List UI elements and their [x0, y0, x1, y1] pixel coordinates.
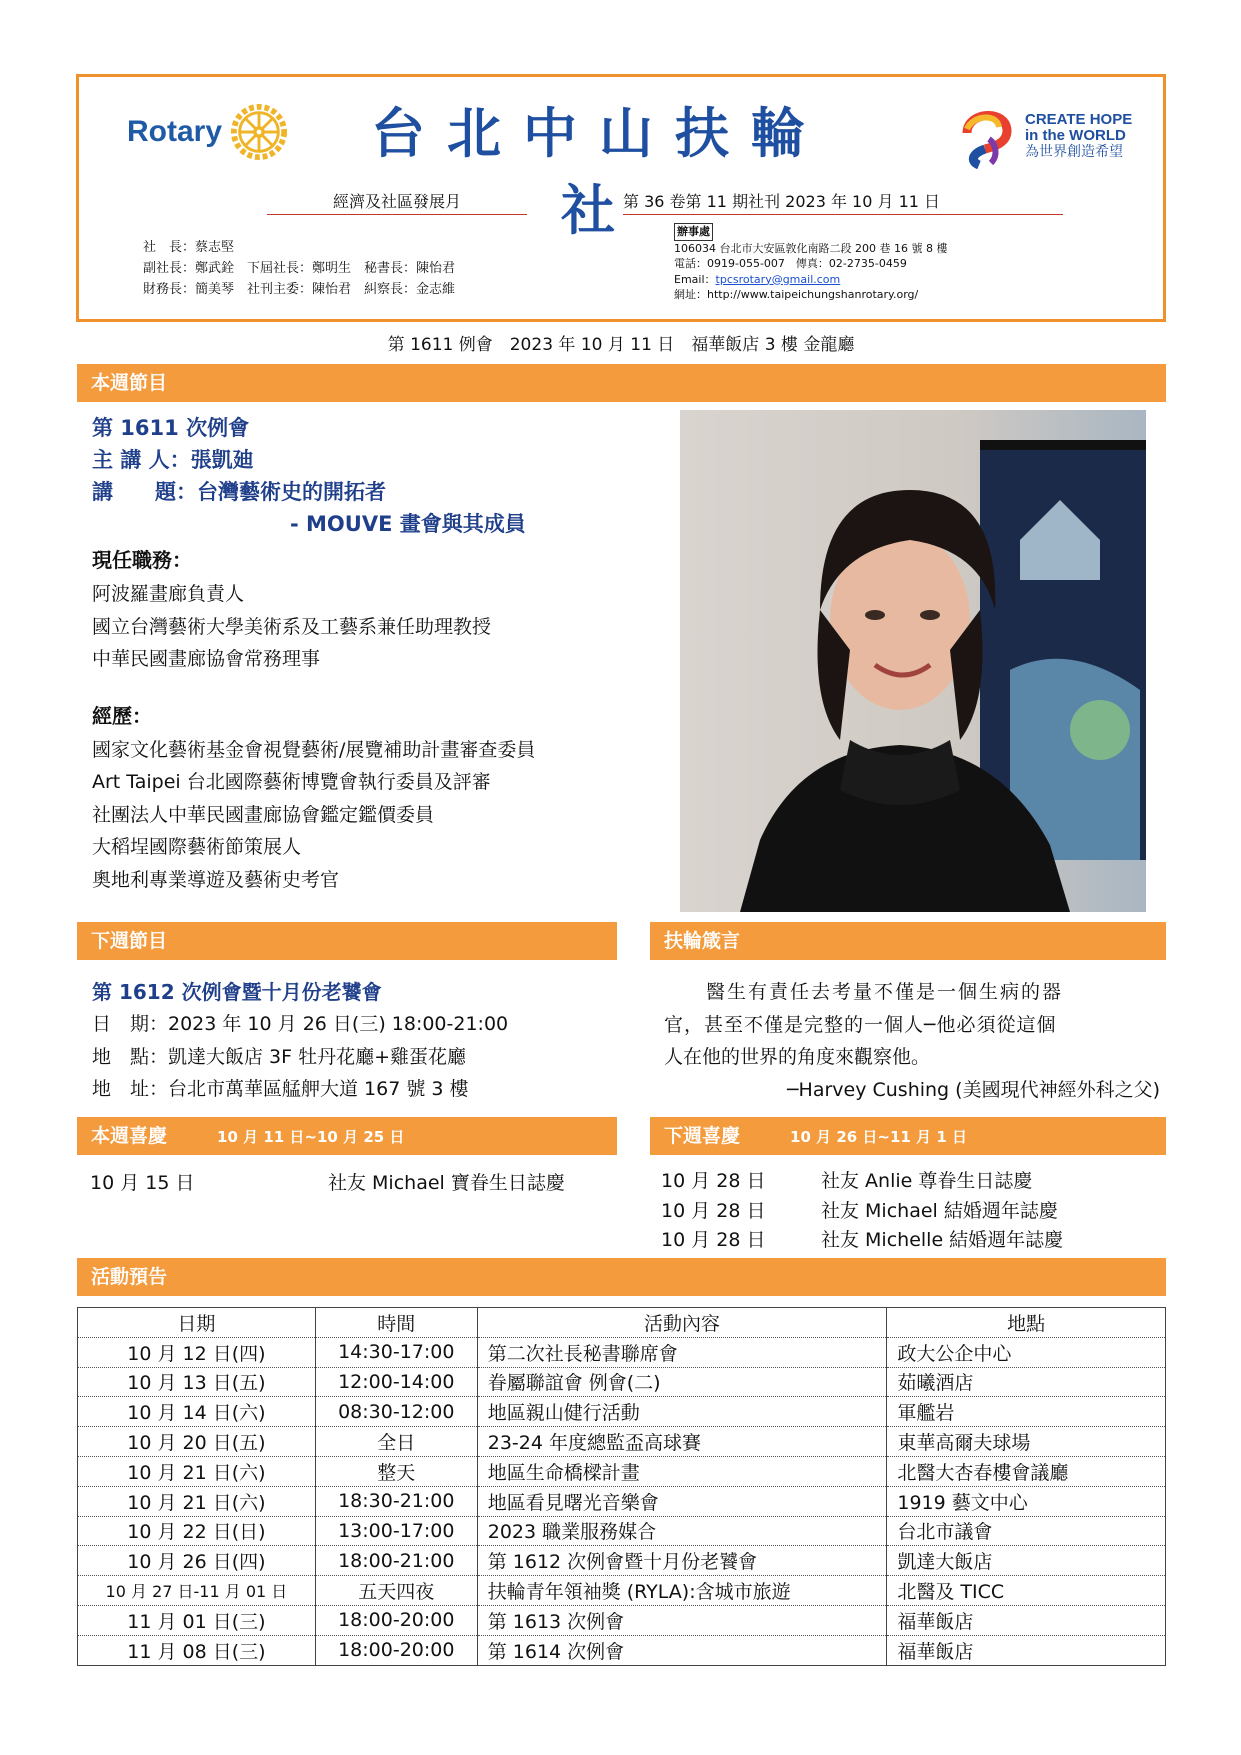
celebration-date: 10 月 28 日	[661, 1229, 766, 1251]
rotary-wheel-icon	[230, 103, 288, 161]
table-row	[78, 1576, 1166, 1606]
event-date: 11 月 01 日(三)	[78, 1605, 316, 1635]
current-position: 阿波羅畫廊負責人	[92, 583, 245, 605]
celebration-text: 社友 Michael 寶眷生日誌慶	[328, 1172, 565, 1194]
event-activity: 地區看見曙光音樂會	[477, 1486, 887, 1516]
event-location: 茹曦酒店	[887, 1367, 1166, 1397]
topic-subtitle: - MOUVE 畫會與其成員	[290, 512, 526, 536]
celebration-item	[661, 1167, 1161, 1197]
celebration-text: 社友 Michael 結婚週年誌慶	[821, 1199, 1058, 1222]
motto-bar-label: 扶輪箴言	[664, 930, 741, 952]
office-website[interactable]: 網址：http://www.taipeichungshanrotary.org/	[674, 288, 919, 301]
this-week-bar	[77, 364, 1166, 402]
event-activity: 眷屬聯誼會 例會(二)	[477, 1367, 887, 1397]
celebrations-next-range: 10 月 26 日~11 月 1 日	[790, 1128, 967, 1146]
event-activity: 地區親山健行活動	[477, 1397, 887, 1427]
celebrations-this-bar	[77, 1117, 617, 1155]
next-week-bar-label: 下週節目	[91, 930, 168, 952]
table-row	[78, 1546, 1166, 1576]
motto-bar	[650, 922, 1166, 960]
event-time: 18:30-21:00	[315, 1486, 477, 1516]
officers-line-2: 副社長：鄭武銓 下屆社長：鄭明生 秘書長：陳怡君	[143, 261, 456, 276]
event-date: 10 月 27 日-11 月 01 日	[78, 1576, 316, 1606]
celebration-item	[661, 1197, 1161, 1227]
motto-line-3: 人在他的世界的角度來觀察他。	[664, 1046, 931, 1068]
this-week-program	[92, 412, 672, 896]
office-info	[674, 223, 947, 303]
celebration-text: 社友 Michelle 結婚週年誌慶	[821, 1229, 1064, 1251]
event-activity: 地區生命橋樑計畫	[477, 1456, 887, 1486]
celebration-date: 10 月 28 日	[661, 1170, 766, 1192]
motto-text	[664, 976, 1164, 1106]
event-location: 凱達大飯店	[887, 1546, 1166, 1576]
experience-item: 社團法人中華民國畫廊協會鑑定鑑價委員	[92, 803, 435, 826]
next-week-bar	[77, 922, 617, 960]
create-hope-line3: 為世界創造希望	[1025, 144, 1123, 160]
table-row	[78, 1635, 1166, 1665]
next-meeting-date: 日 期：2023 年 10 月 26 日(三) 18:00-21:00	[92, 1013, 509, 1035]
event-location: 1919 藝文中心	[887, 1486, 1166, 1516]
celebrations-next-bar-label: 下週喜慶	[664, 1125, 741, 1147]
event-time: 08:30-12:00	[315, 1397, 477, 1427]
table-row	[78, 1486, 1166, 1516]
current-positions-list	[92, 578, 672, 676]
event-location: 福華飯店	[887, 1635, 1166, 1665]
office-phone: 電話：0919-055-007 傳真：02-2735-0459	[674, 257, 907, 270]
current-positions-title: 現任職務：	[92, 548, 192, 572]
office-tag: 辦事處	[674, 223, 713, 241]
motto-line-2: 官，甚至不僅是完整的一個人─他必須從這個	[664, 1013, 1057, 1036]
next-week-program	[92, 977, 632, 1106]
table-row	[78, 1397, 1166, 1427]
issue-info: 第 36 卷第 11 期社刊 2023 年 10 月 11 日	[623, 189, 1063, 215]
experience-item: 奧地利專業導遊及藝術史考官	[92, 868, 340, 891]
event-date: 10 月 22 日(日)	[78, 1516, 316, 1546]
experience-list	[92, 734, 672, 897]
table-row	[78, 1367, 1166, 1397]
club-title: 台北中山扶輪社	[371, 101, 827, 242]
event-time: 18:00-21:00	[315, 1546, 477, 1576]
table-row	[78, 1337, 1166, 1367]
month-theme: 經濟及社區發展月	[267, 189, 527, 215]
create-hope-line1: CREATE HOPE	[1025, 111, 1133, 128]
office-address: 106034 台北市大安區敦化南路二段 200 巷 16 號 8 樓	[674, 241, 948, 255]
event-location: 福華飯店	[887, 1605, 1166, 1635]
celebrations-this-list	[90, 1167, 620, 1200]
current-position: 國立台灣藝術大學美術系及工藝系兼任助理教授	[92, 615, 492, 638]
header-date: 日期	[78, 1308, 316, 1338]
event-activity: 第二次社長秘書聯席會	[477, 1337, 887, 1367]
table-row	[78, 1456, 1166, 1486]
event-location: 東華高爾夫球場	[887, 1427, 1166, 1457]
celebration-text: 社友 Anlie 尊眷生日誌慶	[821, 1170, 1033, 1192]
event-time: 14:30-17:00	[315, 1337, 477, 1367]
event-time: 12:00-14:00	[315, 1367, 477, 1397]
events-header-row	[78, 1308, 1166, 1338]
header-activity: 活動內容	[477, 1308, 887, 1338]
next-meeting-title: 第 1612 次例會暨十月份老饕會	[92, 980, 382, 1004]
experience-item: Art Taipei 台北國際藝術博覽會執行委員及評審	[92, 771, 491, 793]
meeting-number: 第 1611 次例會	[92, 416, 250, 440]
rotary-logo	[127, 103, 288, 161]
officers-line-3: 財務長：簡美琴 社刊主委：陳怡君 糾察長：金志維	[143, 282, 456, 297]
event-date: 10 月 26 日(四)	[78, 1546, 316, 1576]
officers-line-1: 社 長：蔡志堅	[143, 240, 235, 255]
experience-title: 經歷：	[92, 703, 152, 728]
meeting-line: 第 1611 例會 2023 年 10 月 11 日 福華飯店 3 樓 金龍廳	[387, 335, 855, 355]
current-position: 中華民國畫廊協會常務理事	[92, 648, 321, 670]
rotary-wordmark: Rotary	[127, 115, 223, 148]
event-activity: 第 1613 次例會	[477, 1605, 887, 1635]
this-week-bar-label: 本週節目	[91, 372, 168, 394]
speaker-photo	[680, 410, 1146, 912]
event-time: 18:00-20:00	[315, 1605, 477, 1635]
motto-line-1: 醫生有責任去考量不僅是一個生病的器	[706, 981, 1064, 1003]
event-activity: 第 1612 次例會暨十月份老饕會	[477, 1546, 887, 1576]
celebration-item	[90, 1167, 620, 1200]
celebrations-this-range: 10 月 11 日~10 月 25 日	[217, 1128, 405, 1146]
event-activity: 第 1614 次例會	[477, 1635, 887, 1665]
event-date: 10 月 21 日(六)	[78, 1486, 316, 1516]
event-date: 11 月 08 日(三)	[78, 1635, 316, 1665]
event-location: 台北市議會	[887, 1516, 1166, 1546]
event-location: 北醫及 TICC	[887, 1576, 1166, 1606]
table-row	[78, 1605, 1166, 1635]
event-activity: 23-24 年度總監盃高球賽	[477, 1427, 887, 1457]
event-location: 政大公企中心	[887, 1337, 1166, 1367]
create-hope-logo	[959, 103, 1132, 169]
event-activity: 扶輪青年領袖獎 (RYLA):含城市旅遊	[477, 1576, 887, 1606]
table-row	[78, 1427, 1166, 1457]
celebrations-next-list	[661, 1167, 1161, 1256]
celebration-item	[661, 1226, 1161, 1256]
events-bar-label: 活動預告	[91, 1266, 168, 1288]
event-time: 整天	[315, 1456, 477, 1486]
event-location: 軍艦岩	[887, 1397, 1166, 1427]
table-row	[78, 1516, 1166, 1546]
event-date: 10 月 21 日(六)	[78, 1456, 316, 1486]
event-time: 18:00-20:00	[315, 1635, 477, 1665]
next-meeting-place: 地 點：凱達大飯店 3F 牡丹花廳+雞蛋花廳	[92, 1045, 467, 1068]
next-meeting-address: 地 址：台北市萬華區艋舺大道 167 號 3 樓	[92, 1078, 469, 1100]
event-time: 五天四夜	[315, 1576, 477, 1606]
event-date: 10 月 20 日(五)	[78, 1427, 316, 1457]
office-email-link[interactable]: tpcsrotary@gmail.com	[715, 272, 841, 286]
event-location: 北醫大杏春樓會議廳	[887, 1456, 1166, 1486]
celebrations-next-bar	[650, 1117, 1166, 1155]
event-date: 10 月 13 日(五)	[78, 1367, 316, 1397]
header-location: 地點	[887, 1308, 1166, 1338]
event-date: 10 月 12 日(四)	[78, 1337, 316, 1367]
masthead	[76, 74, 1166, 322]
event-date: 10 月 14 日(六)	[78, 1397, 316, 1427]
event-time: 13:00-17:00	[315, 1516, 477, 1546]
events-table	[77, 1307, 1166, 1666]
motto-author: ─Harvey Cushing (美國現代神經外科之父)	[787, 1078, 1160, 1101]
create-hope-line2: in the WORLD	[1025, 127, 1126, 144]
create-hope-emblem-icon	[959, 103, 1017, 169]
experience-item: 大稻埕國際藝術節策展人	[92, 836, 302, 858]
event-activity: 2023 職業服務媒合	[477, 1516, 887, 1546]
celebrations-this-bar-label: 本週喜慶	[91, 1125, 168, 1147]
experience-item: 國家文化藝術基金會視覺藝術/展覽補助計畫審查委員	[92, 738, 536, 761]
header-time: 時間	[315, 1308, 477, 1338]
events-bar	[77, 1258, 1166, 1296]
celebration-date: 10 月 15 日	[90, 1172, 195, 1194]
celebration-date: 10 月 28 日	[661, 1199, 766, 1222]
event-time: 全日	[315, 1427, 477, 1457]
topic: 講 題：台灣藝術史的開拓者	[92, 480, 386, 504]
office-email-label: Email：	[674, 272, 716, 286]
speaker: 主 講 人：張凱廸	[92, 448, 254, 472]
